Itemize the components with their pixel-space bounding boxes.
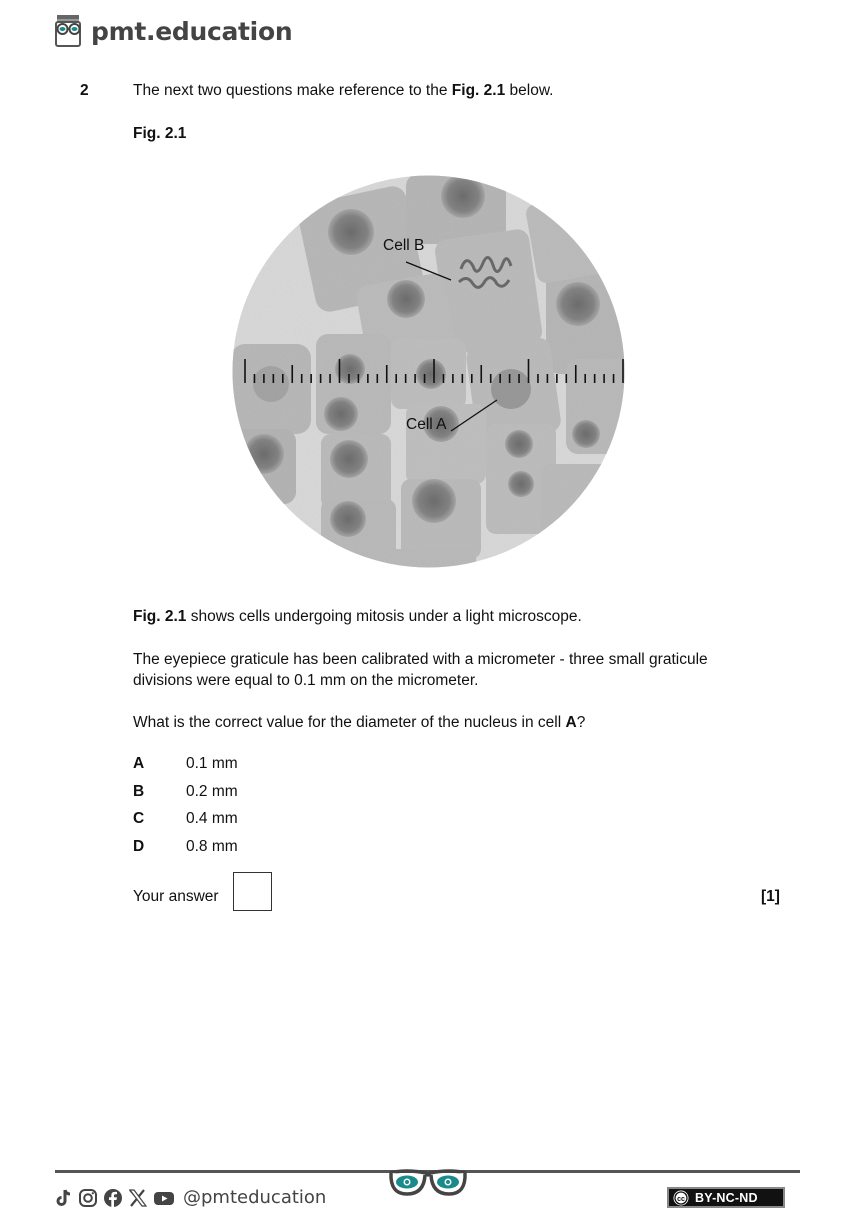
calibration-line-1: The eyepiece graticule has been calibrated with a micrometer - three small graticule — [133, 651, 708, 668]
marks-label: [1] — [761, 888, 780, 905]
cell-b-label: Cell B — [383, 237, 425, 254]
license-badge[interactable] — [667, 1187, 785, 1208]
calibration-line-2: divisions were equal to 0.1 mm on the micrometer. — [133, 672, 479, 689]
social-handle[interactable]: @pmteducation — [183, 1187, 327, 1208]
option-letter: C — [133, 810, 145, 827]
option-letter: D — [133, 838, 145, 855]
creative-commons-icon — [672, 1190, 690, 1206]
book-with-glasses-icon — [53, 14, 85, 48]
tiktok-icon[interactable] — [55, 1188, 73, 1208]
svg-text:cc: cc — [677, 1195, 685, 1203]
social-links — [55, 1187, 326, 1208]
answer-label: Your answer — [133, 888, 219, 905]
option-a[interactable] — [133, 755, 238, 773]
option-letter: A — [133, 755, 145, 772]
pmt-logo[interactable] — [53, 14, 292, 48]
youtube-icon[interactable] — [153, 1188, 175, 1208]
option-text: 0.4 mm — [186, 810, 238, 827]
x-icon[interactable] — [128, 1188, 148, 1208]
prompt-end: ? — [576, 714, 586, 731]
logo-text: pmt.education — [91, 16, 293, 46]
microscope-field-of-view — [231, 174, 626, 569]
prompt-text: What is the correct value for the diameter of the nucleus in cell — [133, 714, 566, 731]
fig-description-text: shows cells undergoing mitosis under a light microscope. — [186, 608, 582, 625]
intro-text-end: below. — [505, 82, 554, 99]
option-text: 0.1 mm — [186, 755, 238, 772]
question-number: 2 — [80, 82, 89, 99]
option-b[interactable] — [133, 783, 238, 801]
figure-label: Fig. 2.1 — [133, 125, 187, 142]
question-intro — [133, 80, 553, 101]
answer-box[interactable] — [233, 872, 272, 911]
option-text: 0.8 mm — [186, 838, 238, 855]
figure-description — [133, 606, 582, 627]
intro-fig-ref: Fig. 2.1 — [451, 82, 506, 99]
cell-a-label: Cell A — [406, 416, 447, 433]
question-prompt — [133, 712, 585, 733]
fig-ref: Fig. 2.1 — [133, 608, 187, 625]
instagram-icon[interactable] — [78, 1188, 98, 1208]
option-text: 0.2 mm — [186, 783, 238, 800]
option-c[interactable] — [133, 810, 238, 828]
glasses-icon — [386, 1163, 470, 1199]
prompt-cell-ref: A — [565, 714, 577, 731]
option-letter: B — [133, 783, 145, 800]
facebook-icon[interactable] — [103, 1188, 123, 1208]
intro-text: The next two questions make reference to the — [133, 82, 452, 99]
license-text: BY-NC-ND — [695, 1190, 758, 1205]
microscope-figure — [231, 174, 626, 569]
option-d[interactable] — [133, 838, 238, 856]
